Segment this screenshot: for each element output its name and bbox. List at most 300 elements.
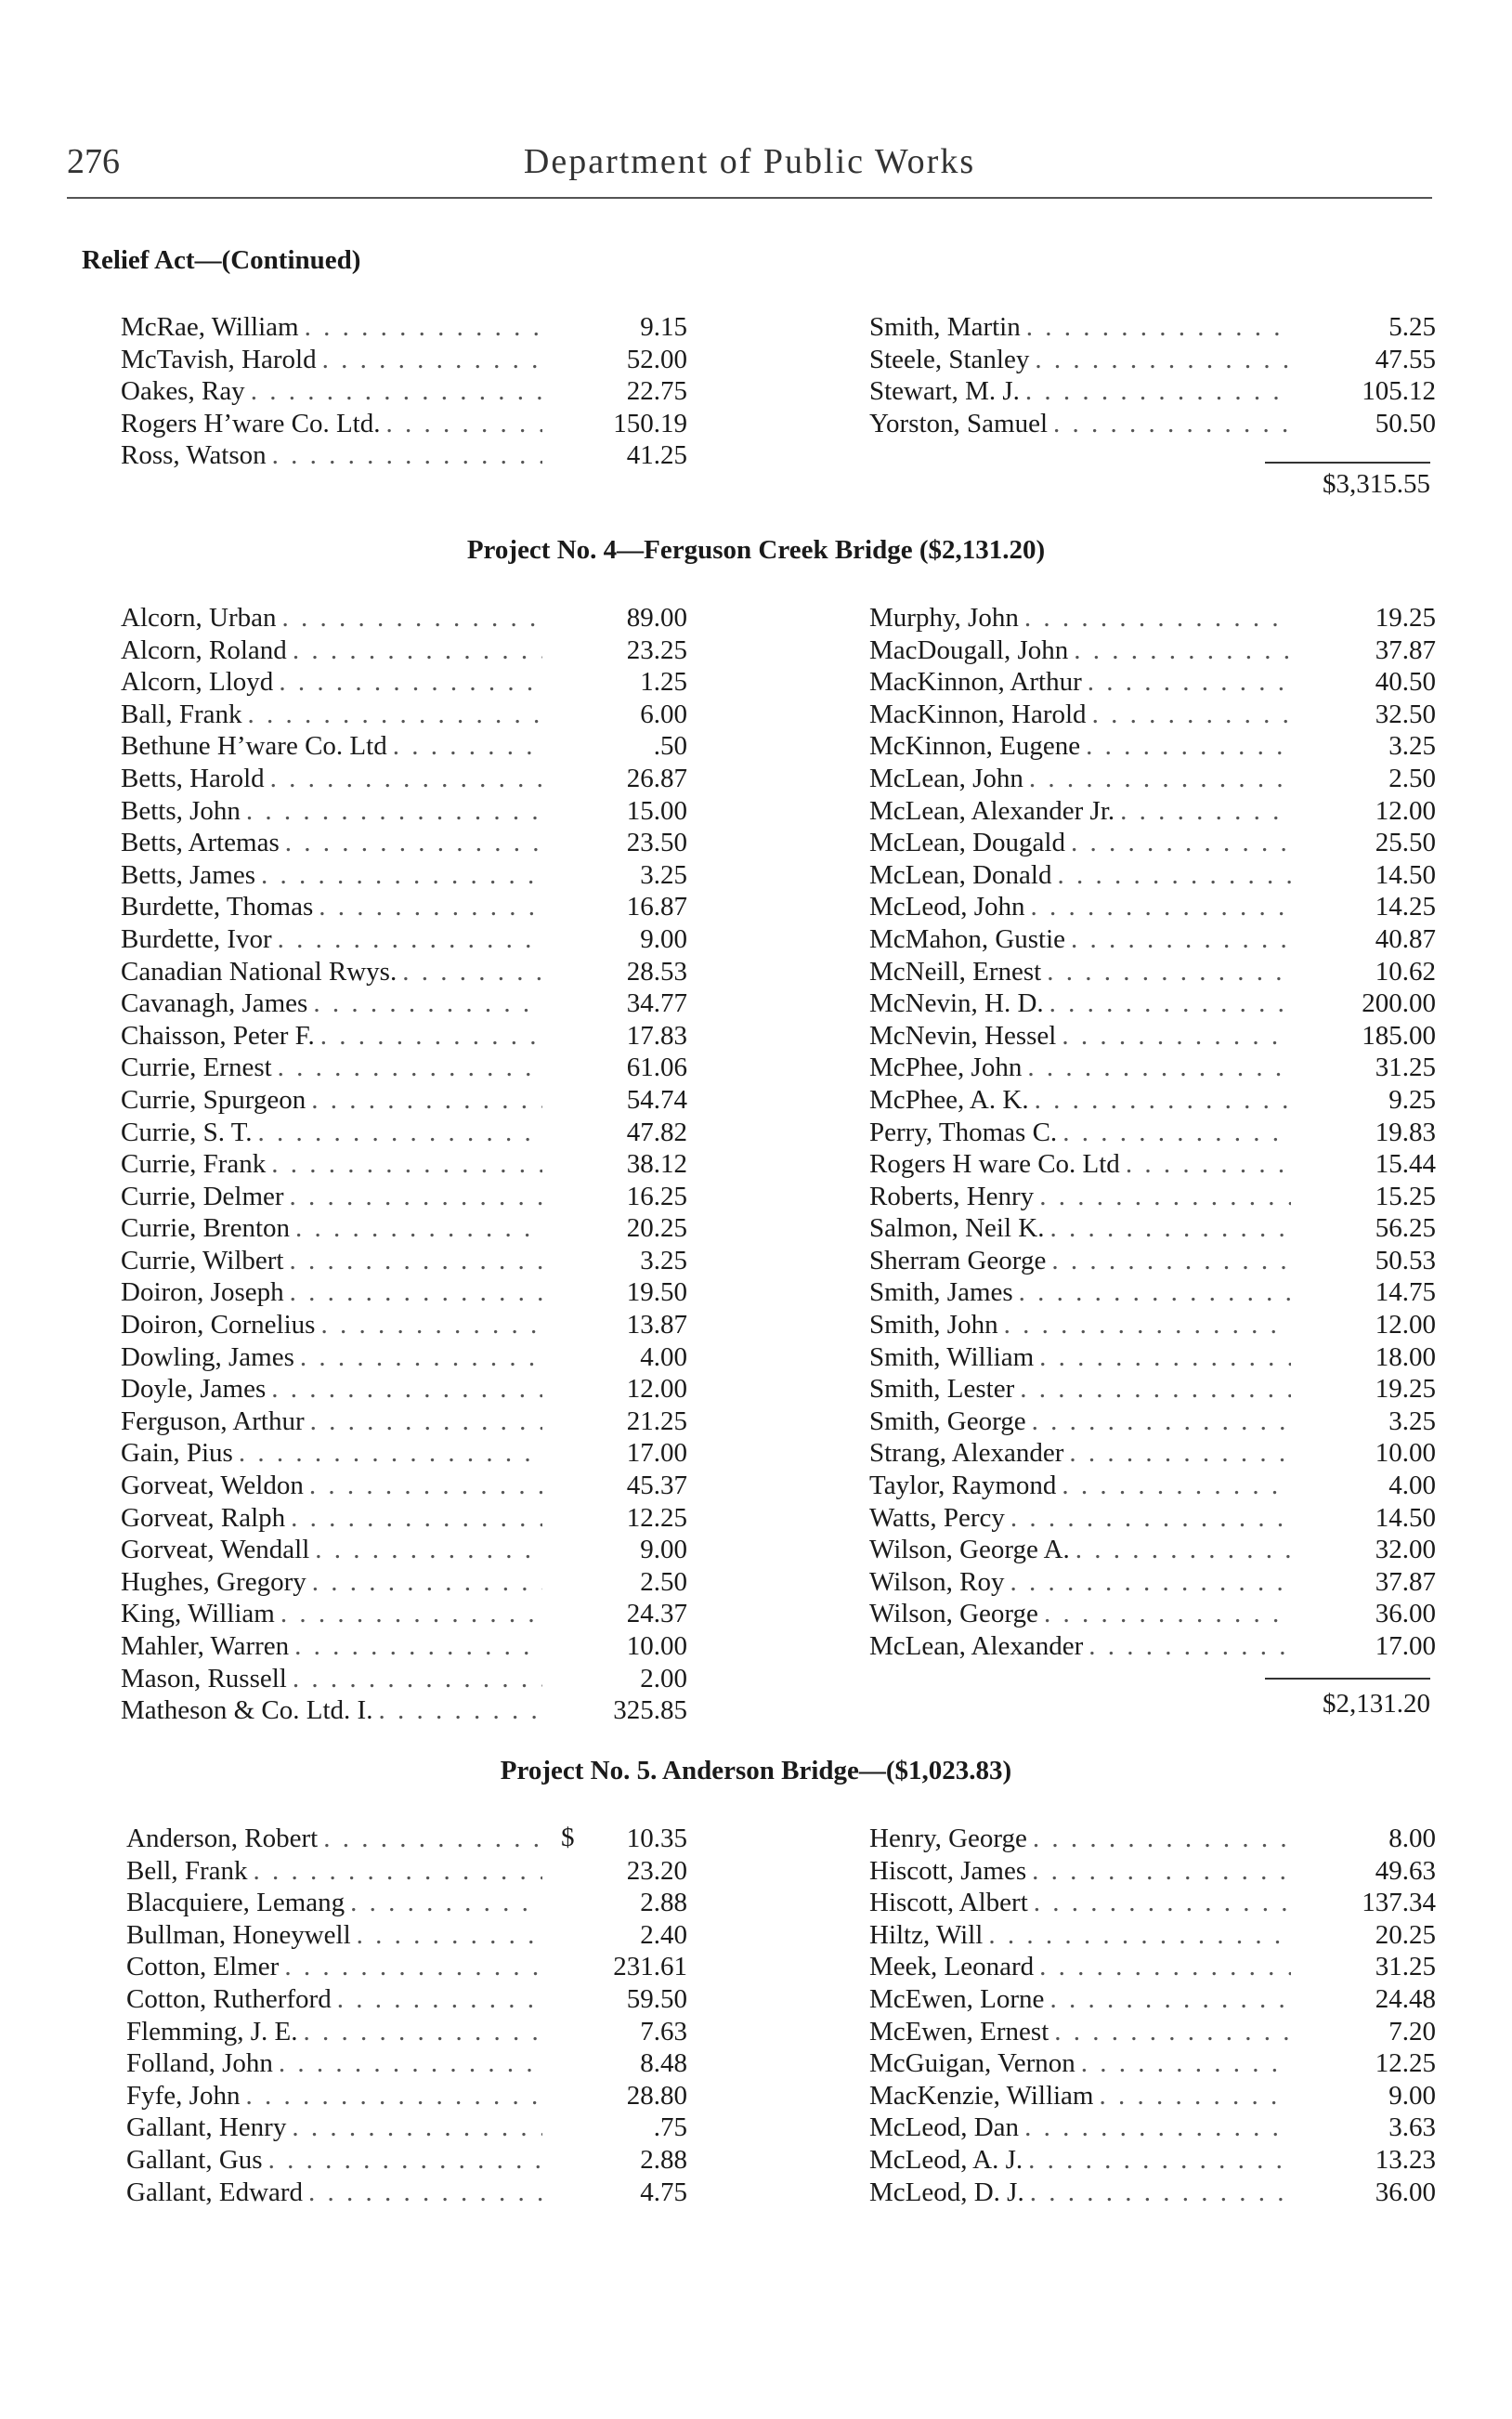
entry-amount: 12.25 (626, 1502, 687, 1533)
entry-name: Betts, Harold (121, 763, 265, 793)
dot-leader (289, 1245, 542, 1277)
ledger-entry (869, 827, 1436, 859)
entry-name: Rogers H’ware Co. Ltd. (121, 408, 381, 438)
ledger-entry (126, 1919, 687, 1952)
ledger-entry (869, 1406, 1436, 1438)
ledger-entry (121, 408, 687, 440)
entry-amount: 20.25 (1375, 1919, 1436, 1950)
entry-name: Blacquiere, Lemang (126, 1888, 345, 1918)
entry-name: Gorveat, Ralph (121, 1502, 286, 1533)
ledger-entry (869, 1020, 1436, 1053)
dot-leader (280, 1598, 542, 1630)
ledger-entry (869, 1887, 1436, 1919)
entry-name: Burdette, Ivor (121, 923, 272, 954)
entry-amount: 26.87 (626, 763, 687, 793)
entry-amount: 10.00 (626, 1631, 687, 1661)
dot-leader (1039, 1181, 1291, 1213)
ledger-entry (869, 987, 1436, 1020)
entry-amount: 56.25 (1375, 1213, 1436, 1244)
entry-name: Bethune H’ware Co. Ltd (121, 731, 387, 762)
header-rule (67, 197, 1432, 199)
dollar-sign: $ (561, 1823, 575, 1852)
dot-leader (320, 1020, 542, 1053)
entry-name: Cavanagh, James (121, 988, 308, 1019)
ledger-entry (869, 859, 1436, 892)
entry-name: Hiscott, James (869, 1855, 1027, 1886)
dot-leader (294, 1630, 542, 1663)
entry-amount: 13.23 (1375, 2144, 1436, 2175)
ledger-entry (869, 1212, 1436, 1245)
entry-name: Sherram George (869, 1245, 1047, 1275)
dot-leader (337, 1983, 542, 2016)
entry-name: Wilson, George A. (869, 1535, 1070, 1565)
dot-leader (1029, 763, 1291, 795)
entry-name: Matheson & Co. Ltd. I. (121, 1695, 373, 1726)
ledger-entry (121, 1181, 687, 1213)
entry-amount: 3.25 (1388, 1406, 1436, 1436)
entry-name: Meek, Leonard (869, 1952, 1035, 1982)
ledger-entry (869, 1373, 1436, 1406)
dot-leader (1053, 408, 1291, 440)
entry-name: Smith, James (869, 1277, 1013, 1308)
ledger-entry (126, 1951, 687, 1983)
entry-name: Mason, Russell (121, 1663, 287, 1693)
ledger-entry (869, 1983, 1436, 2016)
entry-amount: 47.55 (1375, 344, 1436, 374)
entry-name: Burdette, Thomas (121, 892, 314, 922)
section-title-project-4: Project No. 4—Ferguson Creek Bridge ($2,131.20) (466, 535, 1046, 565)
ledger-entry (121, 987, 687, 1020)
ledger-entry (869, 1630, 1436, 1663)
entry-name: McLean, Dougald (869, 828, 1065, 858)
dot-leader (1054, 2016, 1291, 2048)
ledger-entry (121, 859, 687, 892)
dot-leader (282, 602, 542, 634)
ledger-entry (869, 1052, 1436, 1084)
dot-leader (323, 1823, 542, 1855)
ledger-entry (121, 1245, 687, 1277)
entry-amount: 2.50 (1388, 763, 1436, 793)
entry-amount: 9.00 (640, 923, 687, 954)
page-number: 276 (67, 142, 120, 181)
ledger-entry (121, 1276, 687, 1309)
dot-leader (1020, 1373, 1291, 1406)
dot-leader (1032, 1406, 1291, 1438)
entry-name: Bell, Frank (126, 1855, 248, 1886)
ledger-entry (126, 1855, 687, 1888)
dot-leader (271, 1373, 542, 1406)
relief-act-total: $3,315.55 (1323, 469, 1430, 499)
entry-name: Bullman, Honeywell (126, 1919, 351, 1950)
entry-name: Gorveat, Weldon (121, 1471, 304, 1501)
dot-leader (268, 2144, 542, 2177)
entry-name: Smith, John (869, 1310, 998, 1340)
entry-name: Doiron, Joseph (121, 1277, 284, 1308)
entry-amount: 1.25 (640, 667, 687, 698)
entry-amount: 18.00 (1375, 1341, 1436, 1372)
entry-amount: 7.63 (640, 2016, 687, 2046)
dot-leader (1035, 344, 1291, 376)
entry-amount: 8.48 (640, 2048, 687, 2079)
entry-name: Murphy, John (869, 603, 1019, 633)
dot-leader (251, 375, 542, 408)
entry-amount: 13.87 (626, 1310, 687, 1340)
entry-name: Hiscott, Albert (869, 1888, 1028, 1918)
entry-amount: 22.75 (626, 376, 687, 407)
dot-leader (1071, 827, 1291, 859)
ledger-entry (869, 2047, 1436, 2080)
ledger-entry (121, 1694, 687, 1727)
entry-name: Dowling, James (121, 1341, 294, 1372)
entry-amount: 137.34 (1362, 1888, 1436, 1918)
ledger-entry (126, 2047, 687, 2080)
ledger-entry (121, 1406, 687, 1438)
entry-amount: 7.20 (1388, 2016, 1436, 2046)
ledger-entry (121, 795, 687, 828)
dot-leader (1069, 1437, 1291, 1470)
entry-amount: 17.00 (626, 1438, 687, 1469)
dot-leader (1044, 1598, 1291, 1630)
entry-name: Alcorn, Urban (121, 603, 277, 633)
entry-amount: 25.50 (1375, 828, 1436, 858)
ledger-entry (869, 1309, 1436, 1341)
ledger-entry (869, 1470, 1436, 1502)
dot-leader (1050, 1212, 1292, 1245)
ledger-entry (121, 634, 687, 667)
entry-name: McNeill, Ernest (869, 956, 1042, 987)
entry-name: Betts, Artemas (121, 828, 280, 858)
entry-amount: 2.88 (640, 2144, 687, 2175)
entry-name: Smith, George (869, 1406, 1026, 1436)
dot-leader (1004, 1309, 1291, 1341)
dot-leader (315, 1534, 542, 1566)
entry-name: McKinnon, Eugene (869, 731, 1081, 762)
dot-leader (245, 2080, 542, 2112)
ledger-entry (869, 1534, 1436, 1566)
entry-name: McLeod, A. J. (869, 2144, 1023, 2175)
dot-leader (357, 1919, 542, 1952)
entry-amount: 50.53 (1375, 1245, 1436, 1275)
entry-name: McLean, Alexander Jr. (869, 795, 1115, 826)
entry-name: McPhee, John (869, 1053, 1023, 1083)
entry-name: Chaisson, Peter F. (121, 1020, 315, 1051)
entry-name: McLeod, D. J. (869, 2177, 1024, 2207)
dot-leader (313, 987, 542, 1020)
entry-amount: 36.00 (1375, 2177, 1436, 2207)
dot-leader (293, 1663, 542, 1695)
dot-leader (271, 1148, 542, 1181)
dot-leader (278, 923, 542, 956)
entry-amount: 40.50 (1375, 667, 1436, 698)
entry-name: Currie, S. T. (121, 1117, 253, 1147)
ledger-entry (869, 634, 1436, 667)
ledger-entry (869, 1823, 1436, 1855)
entry-name: Gallant, Edward (126, 2177, 304, 2207)
dot-leader (312, 1566, 542, 1599)
entry-name: McTavish, Harold (121, 344, 317, 374)
dot-leader (1092, 699, 1291, 731)
ledger-entry (869, 923, 1436, 956)
ledger-entry (869, 891, 1436, 923)
entry-amount: 32.50 (1375, 699, 1436, 729)
dot-leader (246, 795, 542, 828)
project-4-right-column (869, 602, 1436, 1663)
entry-amount: 89.00 (626, 603, 687, 633)
relief-act-right-column (869, 311, 1436, 439)
entry-amount: 4.75 (640, 2177, 687, 2207)
ledger-entry (121, 1630, 687, 1663)
ledger-entry (869, 956, 1436, 988)
entry-amount: 10.62 (1375, 956, 1436, 987)
entry-amount: 15.00 (626, 795, 687, 826)
ledger-entry (869, 1855, 1436, 1888)
ledger-entry (869, 344, 1436, 376)
ledger-entry (869, 2016, 1436, 2048)
entry-amount: 31.25 (1375, 1952, 1436, 1982)
ledger-entry (869, 1181, 1436, 1213)
dot-leader (1088, 1630, 1291, 1663)
ledger-entry (869, 375, 1436, 408)
entry-name: Ross, Watson (121, 440, 267, 471)
entry-name: McLeod, Dan (869, 2112, 1020, 2143)
entry-name: Flemming, J. E. (126, 2016, 298, 2046)
entry-amount: 3.25 (1388, 731, 1436, 762)
dot-leader (1025, 375, 1291, 408)
dot-leader (1030, 2177, 1291, 2209)
entry-amount: 2.00 (640, 1663, 687, 1693)
entry-amount: 3.25 (640, 859, 687, 890)
entry-amount: 38.12 (626, 1149, 687, 1180)
dot-leader (290, 1181, 542, 1213)
entry-amount: 37.87 (1375, 634, 1436, 665)
entry-name: McLean, John (869, 763, 1023, 793)
ledger-entry (121, 344, 687, 376)
ledger-entry (121, 1437, 687, 1470)
dot-leader (378, 1694, 542, 1727)
entry-name: Smith, Lester (869, 1374, 1015, 1405)
entry-amount: 49.63 (1375, 1855, 1436, 1886)
entry-amount: 31.25 (1375, 1053, 1436, 1083)
entry-name: Gallant, Henry (126, 2112, 287, 2143)
ledger-entry (869, 763, 1436, 795)
entry-name: Currie, Brenton (121, 1213, 291, 1244)
entry-amount: 325.85 (613, 1695, 687, 1726)
dot-leader (309, 1470, 542, 1502)
entry-amount: 28.53 (626, 956, 687, 987)
entry-amount: 4.00 (640, 1341, 687, 1372)
entry-name: Canadian National Rwys. (121, 956, 398, 987)
dot-leader (402, 956, 542, 988)
entry-name: Alcorn, Roland (121, 634, 287, 665)
ledger-entry (869, 1276, 1436, 1309)
dot-leader (1120, 795, 1291, 828)
entry-name: McEwen, Ernest (869, 2016, 1049, 2046)
ledger-entry (121, 827, 687, 859)
ledger-entry (121, 699, 687, 731)
entry-name: Alcorn, Lloyd (121, 667, 274, 698)
dot-leader (1062, 1117, 1291, 1149)
ledger-entry (121, 891, 687, 923)
entry-amount: 14.25 (1375, 892, 1436, 922)
ledger-entry (869, 699, 1436, 731)
dot-leader (1028, 2144, 1291, 2177)
dot-leader (1071, 923, 1291, 956)
ledger-entry (121, 1309, 687, 1341)
entry-amount: 23.25 (626, 634, 687, 665)
entry-amount: 9.00 (1388, 2080, 1436, 2111)
dot-leader (270, 763, 542, 795)
entry-amount: 19.83 (1375, 1117, 1436, 1147)
project-4-left-column (121, 602, 687, 1727)
entry-amount: 150.19 (613, 408, 687, 438)
entry-amount: 12.00 (626, 1374, 687, 1405)
dot-leader (1081, 2047, 1291, 2080)
ledger-entry (121, 730, 687, 763)
entry-name: MacDougall, John (869, 634, 1069, 665)
ledger-entry (121, 1598, 687, 1630)
ledger-entry (126, 1823, 687, 1855)
entry-amount: 34.77 (626, 988, 687, 1019)
ledger-entry (869, 1437, 1436, 1470)
ledger-entry (126, 2144, 687, 2177)
dot-leader (305, 311, 542, 344)
entry-name: Wilson, Roy (869, 1566, 1005, 1597)
entry-name: Hughes, Gregory (121, 1566, 306, 1597)
ledger-entry (869, 795, 1436, 828)
entry-name: Gain, Pius (121, 1438, 233, 1469)
entry-amount: 21.25 (626, 1406, 687, 1436)
dot-leader (1074, 634, 1291, 667)
ledger-entry (126, 1983, 687, 2016)
ledger-entry (121, 1470, 687, 1502)
entry-name: Cotton, Elmer (126, 1952, 280, 1982)
entry-amount: 45.37 (626, 1471, 687, 1501)
ledger-entry (126, 2112, 687, 2144)
entry-name: MacKinnon, Harold (869, 699, 1087, 729)
relief-act-left-column (121, 311, 687, 472)
dot-leader (293, 634, 542, 667)
entry-name: McNevin, Hessel (869, 1020, 1057, 1051)
entry-amount: 37.87 (1375, 1566, 1436, 1597)
entry-amount: 17.00 (1375, 1631, 1436, 1661)
entry-amount: 47.82 (626, 1117, 687, 1147)
entry-amount: 9.00 (640, 1535, 687, 1565)
dot-leader (254, 1855, 543, 1888)
entry-amount: 16.87 (626, 892, 687, 922)
ledger-entry (869, 602, 1436, 634)
entry-amount: 23.50 (626, 828, 687, 858)
dot-leader (320, 1309, 542, 1341)
entry-name: Doiron, Cornelius (121, 1310, 316, 1340)
ledger-entry (869, 1566, 1436, 1599)
entry-amount: 19.25 (1375, 603, 1436, 633)
ledger-entry (869, 2112, 1436, 2144)
ledger-entry (121, 666, 687, 699)
dot-leader (291, 1502, 542, 1535)
dot-leader (1034, 1887, 1291, 1919)
entry-amount: 9.15 (640, 312, 687, 342)
entry-name: Oakes, Ray (121, 376, 245, 407)
dot-leader (292, 2112, 542, 2144)
entry-amount: 61.06 (626, 1053, 687, 1083)
ledger-entry (121, 1148, 687, 1181)
section-title-relief-act: Relief Act—(Continued) (82, 245, 361, 275)
dot-leader (1049, 1983, 1291, 2016)
entry-name: McLeod, John (869, 892, 1025, 922)
entry-name: MacKinnon, Arthur (869, 667, 1082, 698)
entry-amount: 14.50 (1375, 1502, 1436, 1533)
entry-name: Perry, Thomas C. (869, 1117, 1058, 1147)
ledger-entry (121, 602, 687, 634)
entry-name: Folland, John (126, 2048, 273, 2079)
entry-amount: 20.25 (626, 1213, 687, 1244)
entry-amount: 36.00 (1375, 1599, 1436, 1629)
entry-name: Rogers H ware Co. Ltd (869, 1149, 1120, 1180)
entry-name: Salmon, Neil K. (869, 1213, 1045, 1244)
entry-name: Gallant, Gus (126, 2144, 263, 2175)
dot-leader (1100, 2080, 1292, 2112)
entry-amount: 8.00 (1388, 1824, 1436, 1853)
entry-amount: 12.00 (1375, 1310, 1436, 1340)
entry-amount: 12.25 (1375, 2048, 1436, 2079)
entry-amount: 19.25 (1375, 1374, 1436, 1405)
running-head (67, 141, 1432, 193)
ledger-entry (121, 1373, 687, 1406)
dot-leader (1010, 1502, 1291, 1535)
entry-name: Smith, Martin (869, 312, 1021, 342)
entry-amount: 10.35 (626, 1824, 687, 1853)
entry-name: Henry, George (869, 1824, 1027, 1853)
dot-leader (278, 1052, 542, 1084)
ledger-entry (126, 2177, 687, 2209)
ledger-entry (869, 1919, 1436, 1952)
entry-amount: 14.50 (1375, 859, 1436, 890)
ledger-entry (869, 2080, 1436, 2112)
ledger-entry (126, 2080, 687, 2112)
dot-leader (279, 2047, 542, 2080)
entry-amount: 50.50 (1375, 408, 1436, 438)
entry-name: Taylor, Raymond (869, 1471, 1057, 1501)
entry-amount: 200.00 (1362, 988, 1436, 1019)
entry-amount: .50 (653, 731, 687, 762)
dot-leader (322, 344, 542, 376)
dot-leader (311, 1084, 542, 1117)
entry-name: Wilson, George (869, 1599, 1038, 1629)
dot-leader (393, 730, 542, 763)
entry-name: Roberts, Henry (869, 1181, 1035, 1211)
entry-amount: 6.00 (640, 699, 687, 729)
ledger-entry (869, 1598, 1436, 1630)
dot-leader (1031, 891, 1291, 923)
entry-amount: 24.37 (626, 1599, 687, 1629)
dot-leader (1010, 1566, 1291, 1599)
ledger-entry (121, 439, 687, 472)
dot-leader (300, 1341, 542, 1374)
project-4-total-rule (1265, 1678, 1430, 1680)
dot-leader (1027, 1052, 1291, 1084)
ledger-entry (121, 1117, 687, 1149)
ledger-entry (869, 311, 1436, 344)
entry-amount: 41.25 (626, 440, 687, 471)
ledger-entry (869, 2177, 1436, 2209)
entry-name: Betts, John (121, 795, 241, 826)
relief-act-total-rule (1265, 462, 1430, 464)
entry-amount: 23.20 (626, 1855, 687, 1886)
dot-leader (1035, 1084, 1291, 1117)
ledger-entry (121, 1052, 687, 1084)
ledger-entry (869, 1951, 1436, 1983)
entry-name: McLean, Alexander (869, 1631, 1084, 1661)
